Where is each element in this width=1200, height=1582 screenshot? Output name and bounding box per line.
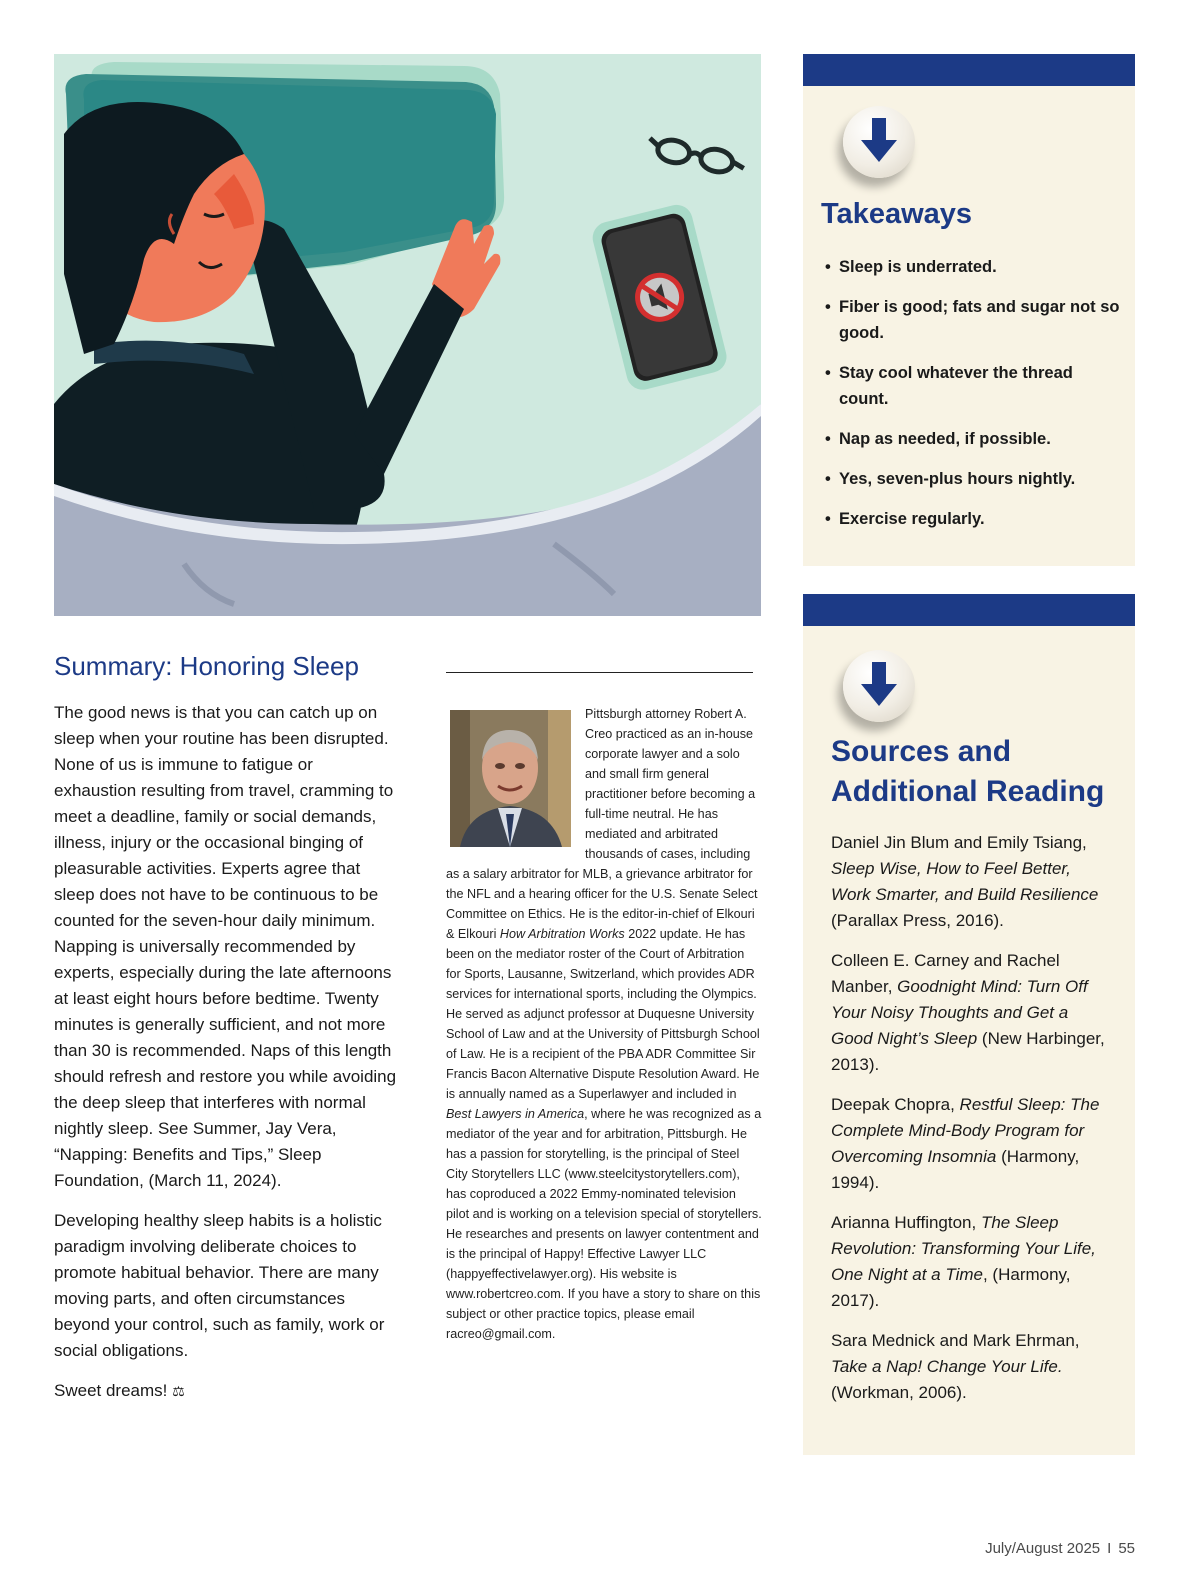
summary-title: Summary: Honoring Sleep bbox=[54, 651, 359, 681]
list-item: • Exercise regularly. bbox=[825, 506, 1125, 532]
page-number: 55 bbox=[1118, 1540, 1135, 1557]
sources-header-bar bbox=[803, 594, 1135, 626]
issue-date: July/August 2025 bbox=[985, 1540, 1101, 1557]
sources-box bbox=[803, 594, 1135, 1455]
author-photo bbox=[450, 710, 571, 847]
sleeping-man-illustration bbox=[54, 54, 761, 616]
list-item: Sara Mednick and Mark Ehrman, Take a Nap! Change Your Life. (Workman, 2006). bbox=[831, 1331, 1080, 1402]
summary-paragraph: The good news is that you can catch up on sleep when your routine has been disrupted. None of us is immune to fatigue or exhaustion resulting from travel, cramming to meet a deadline, family or social demands, illness, injury or the occasional binging of pleasurable activities. Experts agree that sleep does not have to be continuous to be counted for the seven-hour daily minimum. Napping is universally recommended by experts, especially during the late afternoons at least eight hours before bedtime. Twenty minutes is generally sufficient, and not more than 30 is recommended. Naps of this length should refresh and restore you while avoiding the deep sleep that interferes with normal nightly sleep. See Summer, Jay Vera, “Napping: Benefits and Tips,” Sleep Foundation, (March 11, 2024). bbox=[54, 703, 397, 1190]
list-item: • Nap as needed, if possible. bbox=[825, 426, 1125, 452]
list-item: • Stay cool whatever the thread count. bbox=[825, 360, 1125, 412]
list-item: • Fiber is good; fats and sugar not so good. bbox=[825, 294, 1125, 346]
takeaways-box bbox=[803, 54, 1135, 566]
summary-closing: Sweet dreams! ⚖ bbox=[54, 1381, 185, 1400]
footer-separator: I bbox=[1107, 1540, 1112, 1557]
summary-paragraph: Developing healthy sleep habits is a holistic paradigm involving deliberate choices to promote habitual behavior. There are many moving parts, and often circumstances beyond your control, such as family, work or social obligations. bbox=[54, 1211, 385, 1360]
page-footer bbox=[985, 1540, 1135, 1557]
list-item: Daniel Jin Blum and Emily Tsiang, Sleep Wise, How to Feel Better, Work Smarter, and Build Resilience (Parallax Press, 2016). bbox=[831, 833, 1099, 930]
takeaways-title: Takeaways bbox=[821, 198, 973, 230]
takeaways-list bbox=[825, 254, 1125, 546]
arrow-down-icon bbox=[843, 650, 915, 722]
list-item: • Yes, seven-plus hours nightly. bbox=[825, 466, 1125, 492]
sources-title: Sources and Additional Reading bbox=[831, 735, 1105, 808]
list-item: Deepak Chopra, Restful Sleep: The Complete Mind-Body Program for Overcoming Insomnia (Harmony, 1994). bbox=[831, 1095, 1100, 1192]
takeaways-header-bar bbox=[803, 54, 1135, 86]
list-item: Colleen E. Carney and Rachel Manber, Goodnight Mind: Turn Off Your Noisy Thoughts and Get a Good Night’s Sleep (New Harbinger, 2013). bbox=[831, 951, 1105, 1074]
author-bio bbox=[446, 704, 762, 1344]
hero-illustration bbox=[54, 54, 761, 616]
arrow-down-icon bbox=[843, 106, 915, 178]
bio-text: Pittsburgh attorney Robert A. Creo practiced as an in-house corporate lawyer and a solo and small firm general practitioner before becoming a full-time neutral. He has mediated and arbitrated thousands of cases, including as a salary arbitrator for MLB, a grievance arbitrator for the NFL and a hearing officer for the U.S. Senate Select Committee on Ethics. He is the editor-in-chief of Elkouri & Elkouri How Arbitration Works 2022 update. He has been on the mediator roster of the Court of Arbitration for Sports, Lausanne, Switzerland, which provides ADR services for international sports, including the Olympics. He served as adjunct professor at Duquesne University School of Law and at the University of Pittsburgh School of Law. He is a recipient of the PBA ADR Committee Sir Francis Bacon Alternative Dispute Resolution Award. He is annually named as a Superlawyer and included in Best Lawyers in America, where he was recognized as a mediator of the year and for arbitration, Pittsburgh. He has a passion for storytelling, is the principal of Steel City Storytellers LLC (www.steelcitystorytellers.com), has coproduced a 2022 Emmy-nominated television pilot and is working on a television special of storytellers. He researches and presents on lawyer contentment and is the principal of Happy! Effective Lawyer LLC (happyeffectivelawyer.org). His website is www.robertcreo.com. If you have a story to share on this subject or other practice topics, please email racreo@gmail.com. bbox=[446, 707, 762, 1341]
list-item: • Sleep is underrated. bbox=[825, 254, 1125, 280]
sources-list bbox=[831, 830, 1111, 1420]
summary-body bbox=[54, 700, 399, 1419]
list-item: Arianna Huffington, The Sleep Revolution: Transforming Your Life, One Night at a Time, (Harmony, 2017). bbox=[831, 1213, 1096, 1310]
bio-divider bbox=[446, 672, 753, 673]
scales-icon: ⚖ bbox=[172, 1384, 185, 1400]
